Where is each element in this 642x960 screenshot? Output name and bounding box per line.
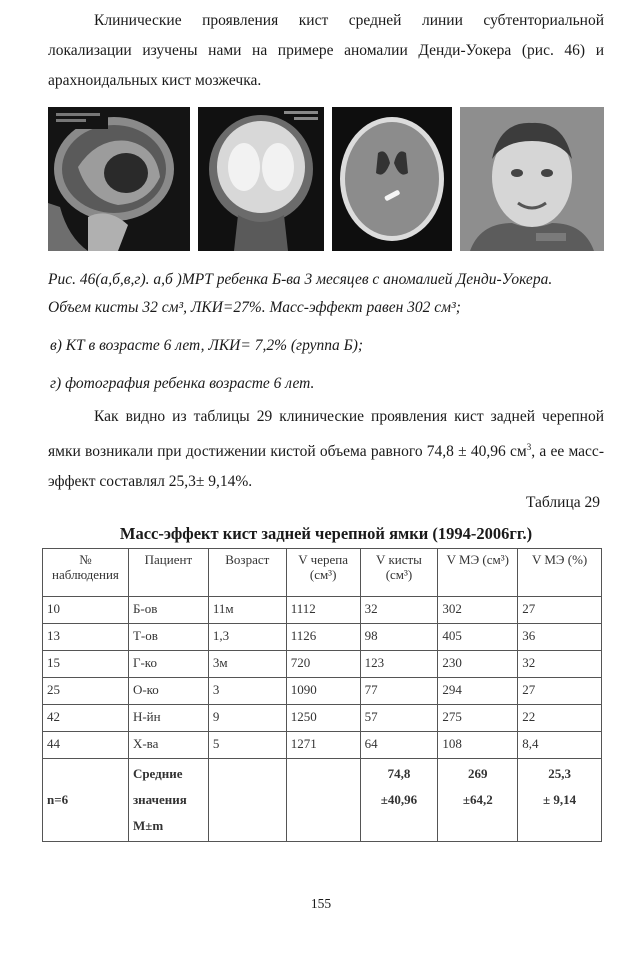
cell-age: 1,3 [208, 624, 286, 651]
cell-skull-volume: 1112 [286, 597, 360, 624]
figure-caption-line-1: Рис. 46(а,б,в,г). а,б )МРТ ребенка Б-ва 3 месяцев с аномалией Денди-Уокера. [48, 271, 553, 288]
cell-age: 11м [208, 597, 286, 624]
cell-me-percent: 22 [518, 705, 602, 732]
cell-me-volume: 108 [438, 732, 518, 759]
cell-patient: О-ко [128, 678, 208, 705]
col-header-observation: № наблюдения [43, 549, 129, 597]
cell-age: 3м [208, 651, 286, 678]
cell-me-percent: 27 [518, 597, 602, 624]
page-number: 155 [310, 896, 332, 911]
cell-me-percent: 36 [518, 624, 602, 651]
cell-cyst-volume: 123 [360, 651, 438, 678]
table-title: Масс-эффект кист задней черепной ямки (1994-2006гг.) [119, 524, 533, 543]
cell-me-volume: 405 [438, 624, 518, 651]
summary-me-percent: 25,3 ± 9,14 [518, 759, 602, 842]
table-row [43, 705, 602, 732]
table-row [43, 732, 602, 759]
cell-observation: 44 [43, 732, 129, 759]
cell-patient: Т-ов [128, 624, 208, 651]
col-header-patient: Пациент [128, 549, 208, 597]
table-row [43, 651, 602, 678]
cell-observation: 10 [43, 597, 129, 624]
table-row [43, 678, 602, 705]
cell-me-volume: 230 [438, 651, 518, 678]
figure-caption-line-4: г) фотография ребенка возрасте 6 лет. [50, 375, 315, 392]
col-header-cyst-volume: V кисты (см³) [360, 549, 438, 597]
child-photo [460, 107, 604, 251]
table-header-row [43, 549, 602, 597]
cell-me-volume: 294 [438, 678, 518, 705]
cell-age: 5 [208, 732, 286, 759]
cell-observation: 42 [43, 705, 129, 732]
cell-skull-volume: 1126 [286, 624, 360, 651]
cell-patient: Н-йн [128, 705, 208, 732]
cell-observation: 15 [43, 651, 129, 678]
mass-effect-table [42, 548, 602, 842]
summary-cyst-volume: 74,8 ±40,96 [360, 759, 438, 842]
table-row [43, 597, 602, 624]
figure-caption-line-2: Объем кисты 32 см³, ЛКИ=27%. Масс-эффект равен 302 см³; [48, 299, 461, 316]
cell-age: 3 [208, 678, 286, 705]
cell-skull-volume: 720 [286, 651, 360, 678]
mri-sagittal-image [48, 107, 190, 251]
col-header-mass-effect-volume: V МЭ (см³) [438, 549, 518, 597]
cell-me-percent: 8,4 [518, 732, 602, 759]
summary-label: Средние значения M±m [128, 759, 208, 842]
cell-cyst-volume: 64 [360, 732, 438, 759]
table-summary-row [43, 759, 602, 842]
cell-me-volume: 302 [438, 597, 518, 624]
col-header-skull-volume: V черепа (см³) [286, 549, 360, 597]
summary-n: n=6 [43, 759, 129, 842]
cell-cyst-volume: 98 [360, 624, 438, 651]
cell-skull-volume: 1271 [286, 732, 360, 759]
cell-observation: 13 [43, 624, 129, 651]
cell-me-percent: 27 [518, 678, 602, 705]
table-number: Таблица 29 [525, 494, 600, 511]
ct-axial-image [332, 107, 452, 251]
summary-age-empty [208, 759, 286, 842]
cell-me-volume: 275 [438, 705, 518, 732]
body-paragraph: Как видно из таблицы 29 клинические проявления кист задней черепной ямки возникали при достижении кистой объема равного 74,8 ± 40,96 $см^3$, а ее масс-эффект составлял 25,3± 9,14%. [48, 408, 604, 491]
cell-skull-volume: 1090 [286, 678, 360, 705]
cell-skull-volume: 1250 [286, 705, 360, 732]
col-header-age: Возраст [208, 549, 286, 597]
cell-cyst-volume: 77 [360, 678, 438, 705]
cell-patient: Х-ва [128, 732, 208, 759]
cell-patient: Б-ов [128, 597, 208, 624]
table-row [43, 624, 602, 651]
cell-cyst-volume: 32 [360, 597, 438, 624]
cell-me-percent: 32 [518, 651, 602, 678]
mri-coronal-image [198, 107, 324, 251]
cell-patient: Г-ко [128, 651, 208, 678]
summary-me-volume: 269 ±64,2 [438, 759, 518, 842]
figure-caption-line-3: в) КТ в возрасте 6 лет, ЛКИ= 7,2% (группа Б); [50, 337, 364, 354]
intro-paragraph: Клинические проявления кист средней линии субтенториальной локализации изучены нами на примере аномалии Денди-Уокера (рис. 46) и арахноидальных кист мозжечка. [48, 12, 604, 89]
cell-observation: 25 [43, 678, 129, 705]
cell-age: 9 [208, 705, 286, 732]
summary-skull-empty [286, 759, 360, 842]
cell-cyst-volume: 57 [360, 705, 438, 732]
col-header-mass-effect-percent: V МЭ (%) [518, 549, 602, 597]
